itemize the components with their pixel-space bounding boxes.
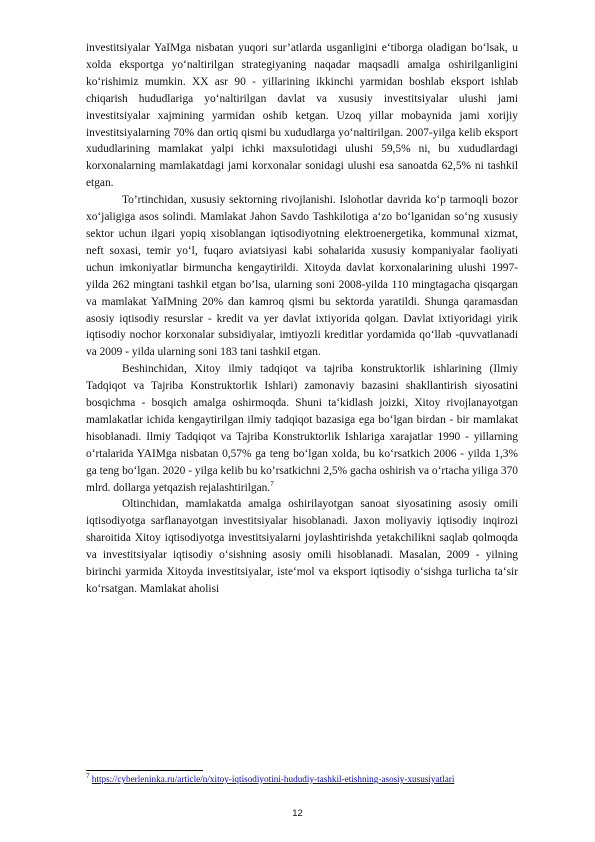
- footnote-divider: [86, 770, 203, 771]
- paragraph-3: [86, 361, 518, 496]
- paragraph-1: investitsiyalar YaIMga nisbatan yuqori sur’atlarda usganligini e‘tiborga oladigan bo‘lsak, u xolda eksportga yo‘naltirilgan strategiyaning naqadar maqsadli amalga oshirilganligini ko‘rishimiz mumkin. XX asr 90 - yillarining ikkinchi yarmidan boshlab eksport ishlab chiqarish hududlariga yo‘naltirilgan davlat va xususiy investitsiyalar ulushi jami investitsiyalar xajmining yarmidan oshib ketgan. Uzoq yillar mobaynida jami xorijiy investitsiyalarning 70% dan ortiq qismi bu xududlarga yo‘naltirilgan. 2007-yilga kelib eksport xududlarining mamlakat yalpi ichki maxsulotidagi ulushi 59,5% ni, bu xududlardagi korxonalarning mamlakatdagi jami korxonalar sonidagi ulushi esa sanoatda 62,5% ni tashkil etgan.: [86, 42, 518, 190]
- footnote-number: 7: [86, 771, 90, 780]
- paragraph-4: Oltinchidan, mamlakatda amalga oshirilayotgan sanoat siyosatining asosiy omili iqtisodiyotga sarflanayotgan investitsiyalar hisoblanadi. Jaxon moliyaviy iqtisodiy inqirozi sharoitida Xitoy iqtisodiyotga investitsiyalarni joylashtirishda yetakchilikni saqlab qolmoqda va investitsiyalar iqtisodiy o‘sishning asosiy omili hisoblanadi. Masalan, 2009 - yilning birinchi yarmida Xitoyda investitsiyalar, iste‘mol va eksport iqtisodiy o‘sishga turlicha ta‘sir ko‘rsatgan. Mamlakat aholisi: [86, 498, 518, 595]
- footnote: [86, 773, 518, 785]
- footnote-link[interactable]: https://cyberleninka.ru/article/n/xitoy-iqtisodiyotini-hududiy-tashkil-etishning-asosiy-xususiyatlari: [91, 774, 455, 784]
- document-body: [86, 40, 518, 598]
- paragraph-3-text: Beshinchidan, Xitoy ilmiy tadqiqot va tajriba konstruktorlik ishlarining (Ilmiy Tadqiqot va Tajriba Konstruktorlik Ishlari) zamonaviy bazasini shakllantirish siyosatini bosqichma - bosqich amalga oshirmoqda. Shuni ta‘kidlash joizki, Xitoy rivojlanayotgan mamlakatlar ichida kengaytirilgan ilmiy tadqiqot bazasiga ega bo‘lgan birdan - bir mamlakat hisoblanadi. Ilmiy Tadqiqot va Tajriba Konstruktorlik Ishlariga xarajatlar 1990 - yillarning o‘rtalarida YAIMga nisbatan 0,57% ga teng bo‘lgan xolda, bu ko‘rsatkich 2006 - yilda 1,3% ga teng bo‘lgan. 2020 - yilga kelib bu ko’rsatkichni 2,5% gacha oshirish va o‘rtacha yiliga 370 mlrd. dollarga yetqazish rejalashtirilgan.: [86, 363, 518, 494]
- footnote-reference[interactable]: 7: [270, 479, 274, 488]
- page-number: 12: [292, 808, 303, 819]
- paragraph-2: To’rtinchidan, xususiy sektorning rivojlanishi. Islohotlar davrida ko‘p tarmoqli bozor xo‘jaligiga asos solindi. Mamlakat Jahon Savdo Tashkilotiga a‘zo bo‘lganidan so‘ng xususiy sektor uchun ilgari yopiq xisoblangan iqtisodiyotning elektroenergetika, kommunal xizmat, neft soxasi, temir yo‘l, fuqaro aviatsiyasi kabi sohalarida xususiy kompaniyalar faoliyati uchun imkoniyatlar birmuncha kengaytirildi. Xitoyda davlat korxonalarining ulushi 1997-yilda 262 mingtani tashkil etgan bo’lsa, ularning soni 2008-yilda 110 mingtagacha qisqargan va mamlakat YaIMning 20% dan kamroq qismi bu sektorda yaratildi. Shunga qaramasdan asosiy iqtisodiy resurslar - kredit va yer davlat ixtiyorida qolgan. Davlat ixtiyoridagi yirik iqtisodiy nochor korxonalar subsidiyalar, imtiyozli kreditlar yordamida qo‘llab -quvvatlanadi va 2009 - yilda ularning soni 183 tani tashkil etgan.: [86, 194, 518, 359]
